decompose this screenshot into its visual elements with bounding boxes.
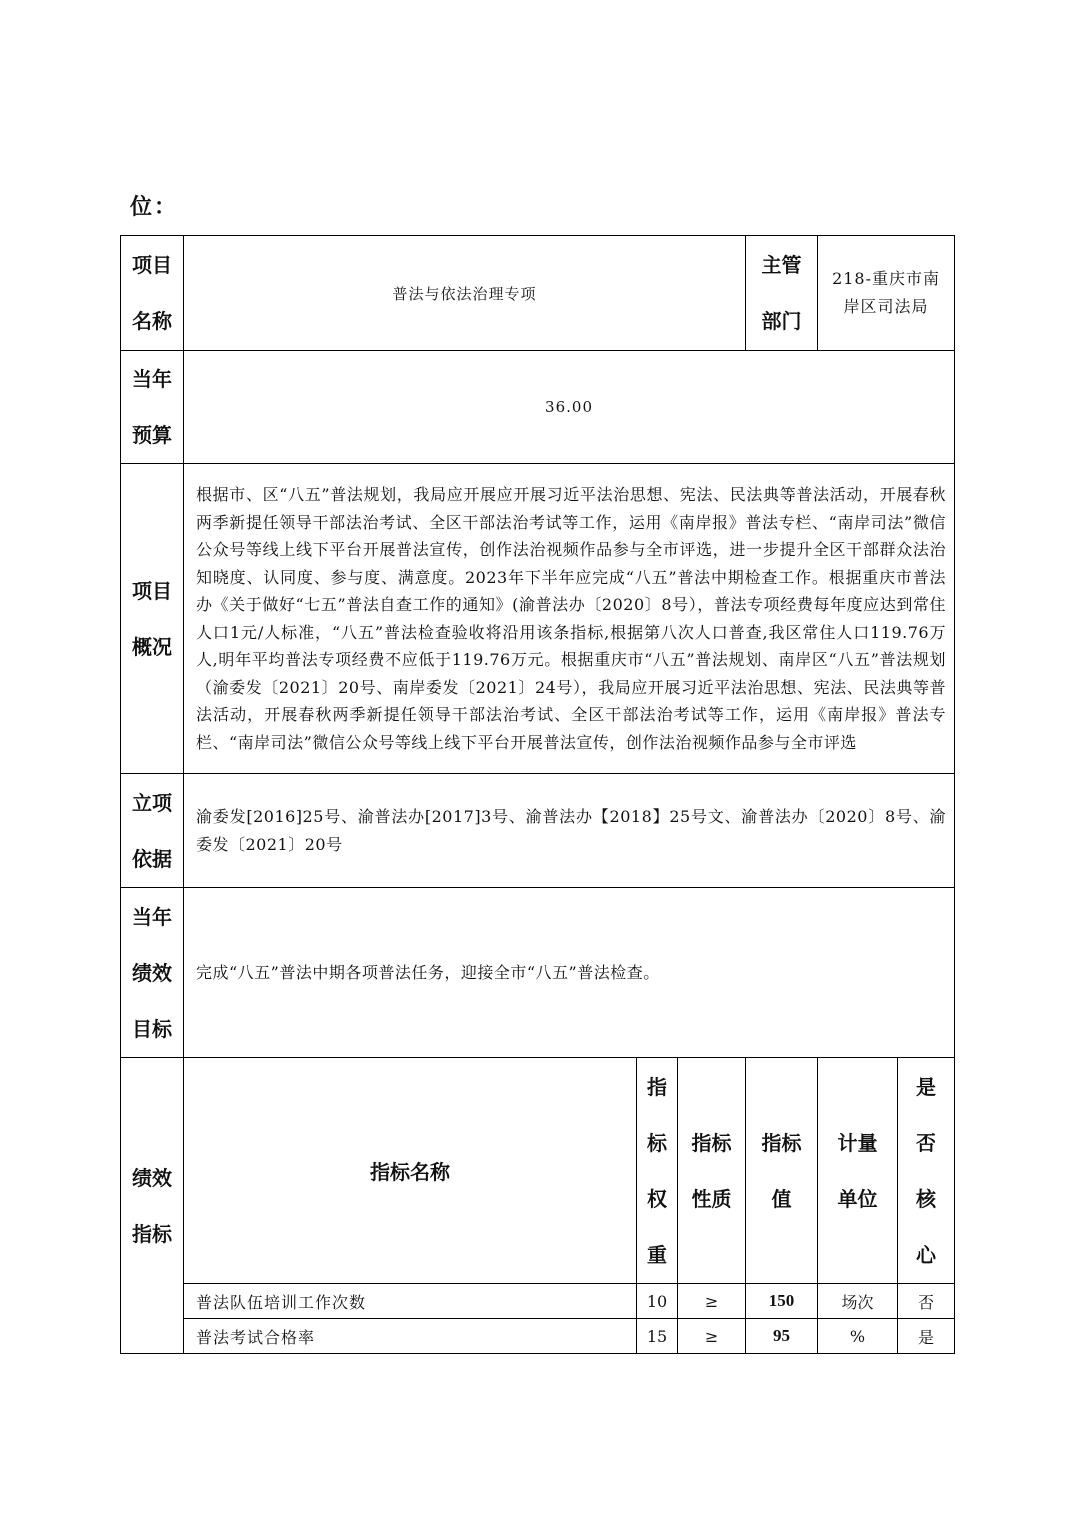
header-weight: 指 标 权 重 (637, 1058, 678, 1284)
indicator-unit: % (818, 1319, 898, 1354)
indicator-core: 否 (898, 1284, 955, 1319)
basis-text: 渝委发[2016]25号、渝普法办[2017]3号、渝普法办【2018】25号文、渝普法办〔2020〕8号、渝委发〔2021〕20号 (184, 774, 955, 888)
row-indicator-header (121, 1058, 955, 1284)
indicator-name: 普法考试合格率 (184, 1319, 637, 1354)
row-basis (121, 774, 955, 888)
label-dept: 主管 部门 (746, 236, 818, 351)
indicator-value: 150 (746, 1284, 818, 1319)
table-row (121, 1319, 955, 1354)
label-budget: 当年 预算 (121, 351, 184, 464)
row-project-name (121, 236, 955, 351)
indicator-value: 95 (746, 1319, 818, 1354)
label-basis: 立项 依据 (121, 774, 184, 888)
header-unit: 计量 单位 (818, 1058, 898, 1284)
indicator-core: 是 (898, 1319, 955, 1354)
budget-value: 36.00 (184, 351, 955, 464)
row-budget (121, 351, 955, 464)
project-table (120, 235, 955, 1354)
label-goal: 当年 绩效 目标 (121, 888, 184, 1058)
indicator-unit: 场次 (818, 1284, 898, 1319)
project-name: 普法与依法治理专项 (184, 236, 746, 351)
indicator-nature: ≥ (678, 1284, 746, 1319)
indicator-nature: ≥ (678, 1319, 746, 1354)
header-nature: 指标 性质 (678, 1058, 746, 1284)
row-overview (121, 464, 955, 774)
page-prefix: 位： (130, 195, 179, 220)
label-indicators: 绩效 指标 (121, 1058, 184, 1354)
label-overview: 项目 概况 (121, 464, 184, 774)
indicator-weight: 10 (637, 1284, 678, 1319)
row-goal (121, 888, 955, 1058)
table-row (121, 1284, 955, 1319)
header-indicator-name: 指标名称 (184, 1058, 637, 1284)
overview-text: 根据市、区“八五”普法规划，我局应开展应开展习近平法治思想、宪法、民法典等普法活动，开展春秋两季新提任领导干部法治考试、全区干部法治考试等工作，运用《南岸报》普法专栏、“南岸司法”微信公众号等线上线下平台开展普法宣传，创作法治视频作品参与全市评选，进一步提升全区干部群众法治知晓度、认同度、参与度、满意度。2023年下半年应完成“八五”普法中期检查工作。根据重庆市普法办《关于做好“七五”普法自查工作的通知》(渝普法办〔2020〕8号），普法专项经费每年度应达到常住人口1元/人标准，“八五”普法检查验收将沿用该条指标,根据第八次人口普查,我区常住人口119.76万人,明年平均普法专项经费不应低于119.76万元。根据重庆市“八五”普法规划、南岸区“八五”普法规划（渝委发〔2021〕20号、南岸委发〔2021〕24号），我局应开展习近平法治思想、宪法、民法典等普法活动，开展春秋两季新提任领导干部法治考试、全区干部法治考试等工作，运用《南岸报》普法专栏、“南岸司法”微信公众号等线上线下平台开展普法宣传，创作法治视频作品参与全市评选 (184, 464, 955, 774)
indicator-name: 普法队伍培训工作次数 (184, 1284, 637, 1319)
label-project-name: 项目 名称 (121, 236, 184, 351)
header-core: 是 否 核 心 (898, 1058, 955, 1284)
header-value: 指标 值 (746, 1058, 818, 1284)
indicator-weight: 15 (637, 1319, 678, 1354)
goal-text: 完成“八五”普法中期各项普法任务，迎接全市“八五”普法检查。 (184, 888, 955, 1058)
dept-value: 218-重庆市南 岸区司法局 (818, 236, 955, 351)
